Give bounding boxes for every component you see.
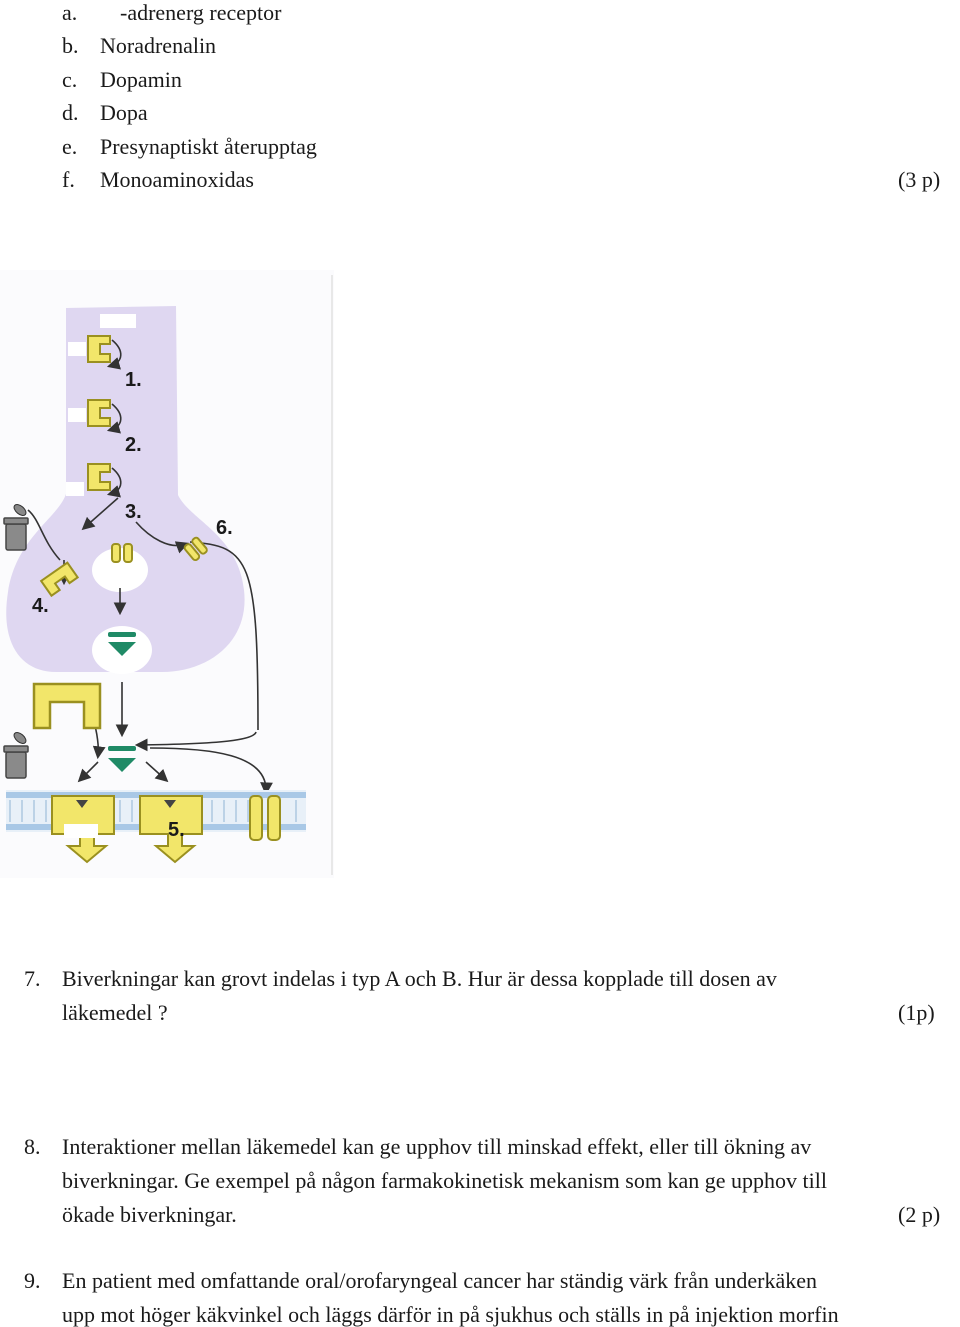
question-text: Biverkningar kan grovt indelas i typ A och B. Hur är dessa kopplade till dosen av xyxy=(62,966,777,991)
option-letter: e. xyxy=(62,134,78,159)
question-number: 9. xyxy=(24,1268,41,1293)
option-text: Dopa xyxy=(100,100,148,125)
question-number: 8. xyxy=(24,1134,41,1159)
option-text: Noradrenalin xyxy=(100,33,217,58)
option-text: -adrenerg receptor xyxy=(120,0,282,25)
points-label: (3 p) xyxy=(898,167,941,192)
question-number: 7. xyxy=(24,966,41,991)
figure-label-5: 5. xyxy=(168,819,185,841)
option-text: Monoaminoxidas xyxy=(100,167,254,192)
points-label: (2 p) xyxy=(898,1202,941,1227)
question-text: läkemedel ? xyxy=(62,1000,168,1025)
option-letter: f. xyxy=(62,167,75,192)
figure-label-6: 6. xyxy=(216,517,233,539)
option-letter: b. xyxy=(62,33,79,58)
question-text: Interaktioner mellan läkemedel kan ge upphov till minskad effekt, eller till ökning av xyxy=(62,1134,812,1159)
figure-label-4: 4. xyxy=(32,595,49,617)
option-letter: c. xyxy=(62,67,78,92)
points-label: (1p) xyxy=(898,1000,935,1025)
synapse-diagram xyxy=(0,270,340,880)
option-text: Presynaptiskt återupptag xyxy=(100,134,317,159)
synapse-figure xyxy=(0,270,340,880)
figure-label-3: 3. xyxy=(125,501,142,523)
option-letter: d. xyxy=(62,100,79,125)
question-text: ökade biverkningar. xyxy=(62,1202,237,1227)
question-text: biverkningar. Ge exempel på någon farmakokinetisk mekanism som kan ge upphov till xyxy=(62,1168,827,1193)
question-text: En patient med omfattande oral/orofaryngeal cancer har ständig värk från underkäken xyxy=(62,1268,817,1293)
figure-label-2: 2. xyxy=(125,434,142,456)
option-letter: a. xyxy=(62,0,78,25)
option-text: Dopamin xyxy=(100,67,182,92)
figure-label-1: 1. xyxy=(125,369,142,391)
question-text: upp mot höger käkvinkel och läggs därför in på sjukhus och ställs in på injektion morfin xyxy=(62,1302,839,1327)
